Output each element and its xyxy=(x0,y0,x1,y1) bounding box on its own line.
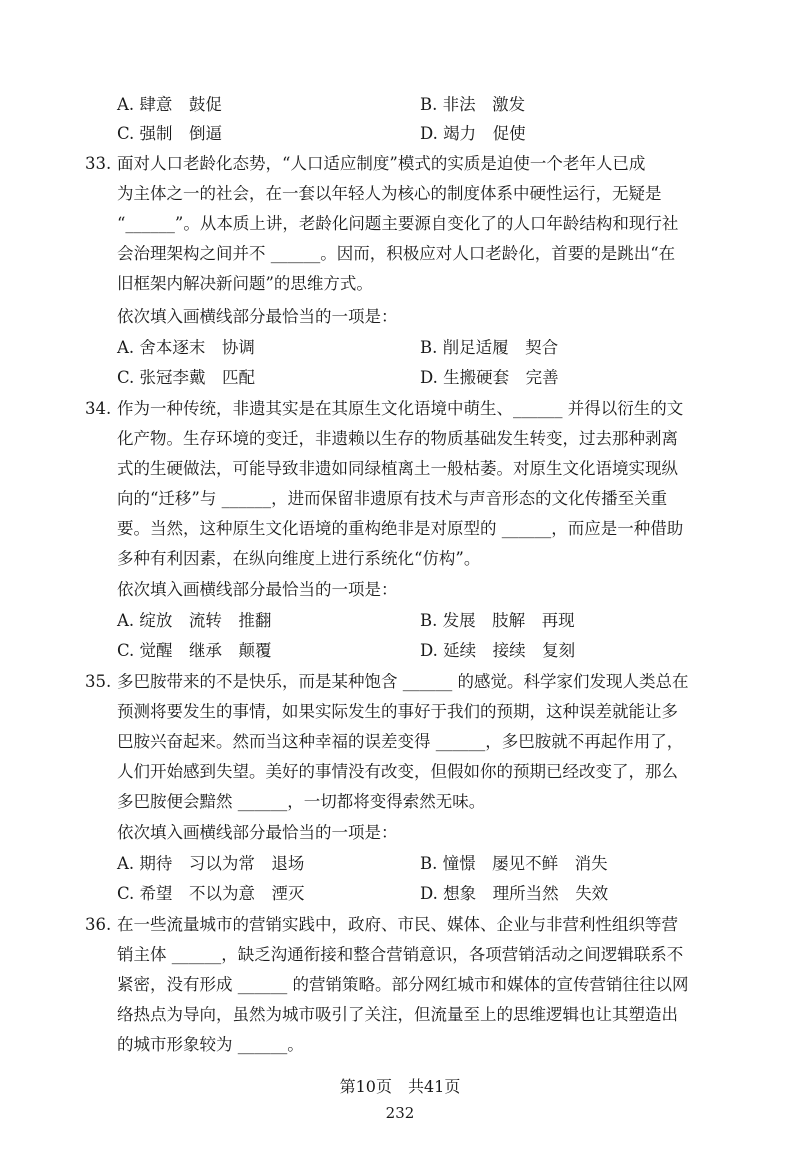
q34-option-d: D. 延续 接续 复刻 xyxy=(420,641,576,660)
page-indicator: 第10页 共41页 xyxy=(339,1077,461,1096)
q34-line-1: 作为一种传统，非遗其实是在其原生文化语境中萌生、______ 并得以衍生的文 xyxy=(117,399,684,418)
q33-line-5: 旧框架内解决新问题”的思维方式。 xyxy=(117,274,373,293)
page-number: 232 xyxy=(385,1104,415,1122)
q33-option-d: D. 生搬硬套 完善 xyxy=(420,368,559,387)
question-number: 33. xyxy=(85,154,112,173)
q35-option-b: B. 憧憬 屡见不鲜 消失 xyxy=(420,854,608,873)
q34-option-b: B. 发展 肢解 再现 xyxy=(420,611,575,630)
q36-line-4: 络热点为导向，虽然为城市吸引了关注，但流量至上的思维逻辑也让其塑造出 xyxy=(117,1005,678,1024)
q35-option-a: A. 期待 习以为常 退场 xyxy=(117,854,305,873)
q35-line-3: 巴胺兴奋起来。然而当这种幸福的误差变得 ______，多巴胺就不再起作用了， xyxy=(117,732,684,751)
q35-option-d: D. 想象 理所当然 失效 xyxy=(420,884,609,903)
q33-line-4: 会治理架构之间并不 ______。因而，积极应对人口老龄化，首要的是跳出“在 xyxy=(117,244,676,263)
q33-option-c: C. 张冠李戴 匹配 xyxy=(117,368,256,387)
q34-option-a: A. 绽放 流转 推翻 xyxy=(117,611,272,630)
q36-line-2: 销主体 ______，缺乏沟通衔接和整合营销意识，各项营销活动之间逻辑联系不 xyxy=(117,945,684,964)
q34-line-2: 化产物。生存环境的变迁，非遗赖以生存的物质基础发生转变，过去那种剥离 xyxy=(117,429,678,448)
question-number: 34. xyxy=(85,399,112,418)
question-number: 35. xyxy=(85,672,112,691)
q32-option-a: A. 肆意 鼓促 xyxy=(117,95,222,114)
q36-line-5: 的城市形象较为 ______。 xyxy=(117,1035,304,1054)
q36-line-1: 在一些流量城市的营销实践中，政府、市民、媒体、企业与非营利性组织等营 xyxy=(117,915,678,934)
q32-option-b: B. 非法 激发 xyxy=(420,95,526,114)
q34-prompt: 依次填入画横线部分最恰当的一项是： xyxy=(117,580,398,599)
q33-option-b: B. 削足适履 契合 xyxy=(420,338,559,357)
q33-option-a: A. 舍本逐末 协调 xyxy=(117,338,255,357)
q35-prompt: 依次填入画横线部分最恰当的一项是： xyxy=(117,823,398,842)
q36-line-3: 紧密，没有形成 ______ 的营销策略。部分网红城市和媒体的宣传营销往往以网 xyxy=(117,975,689,994)
q33-prompt: 依次填入画横线部分最恰当的一项是： xyxy=(117,307,398,326)
q33-line-2: 为主体之一的社会，在一套以年轻人为核心的制度体系中硬性运行，无疑是 xyxy=(117,184,662,203)
q35-line-1: 多巴胺带来的不是快乐，而是某种饱含 ______ 的感觉。科学家们发现人类总在 xyxy=(117,672,689,691)
q32-option-d: D. 竭力 促使 xyxy=(420,124,526,143)
q35-option-c: C. 希望 不以为意 湮灭 xyxy=(117,884,305,903)
q32-option-c: C. 强制 倒逼 xyxy=(117,124,223,143)
q35-line-5: 多巴胺便会黯然 ______，一切都将变得索然无味。 xyxy=(117,792,486,811)
q35-line-2: 预测将要发生的事情，如果实际发生的事好于我们的预期，这种误差就能让多 xyxy=(117,702,678,721)
q33-line-3: “______”。从本质上讲，老龄化问题主要源自变化了的人口年龄结构和现行社 xyxy=(117,214,679,233)
q34-option-c: C. 觉醒 继承 颠覆 xyxy=(117,641,272,660)
q34-line-3: 式的生硬做法，可能导致非遗如同绿植离土一般枯萎。对原生文化语境实现纵 xyxy=(117,459,678,478)
q35-line-4: 人们开始感到失望。美好的事情没有改变，但假如你的预期已经改变了，那么 xyxy=(117,762,678,781)
q34-line-6: 多种有利因素，在纵向维度上进行系统化“仿构”。 xyxy=(117,549,481,568)
q33-line-1: 面对人口老龄化态势，“人口适应制度”模式的实质是迫使一个老年人已成 xyxy=(117,154,646,173)
question-number: 36. xyxy=(85,915,112,934)
q34-line-4: 向的“迁移”与 ______，进而保留非遗原有技术与声音形态的文化传播至关重 xyxy=(117,489,668,508)
q34-line-5: 要。当然，这种原生文化语境的重构绝非是对原型的 ______，而应是一种借助 xyxy=(117,519,684,538)
